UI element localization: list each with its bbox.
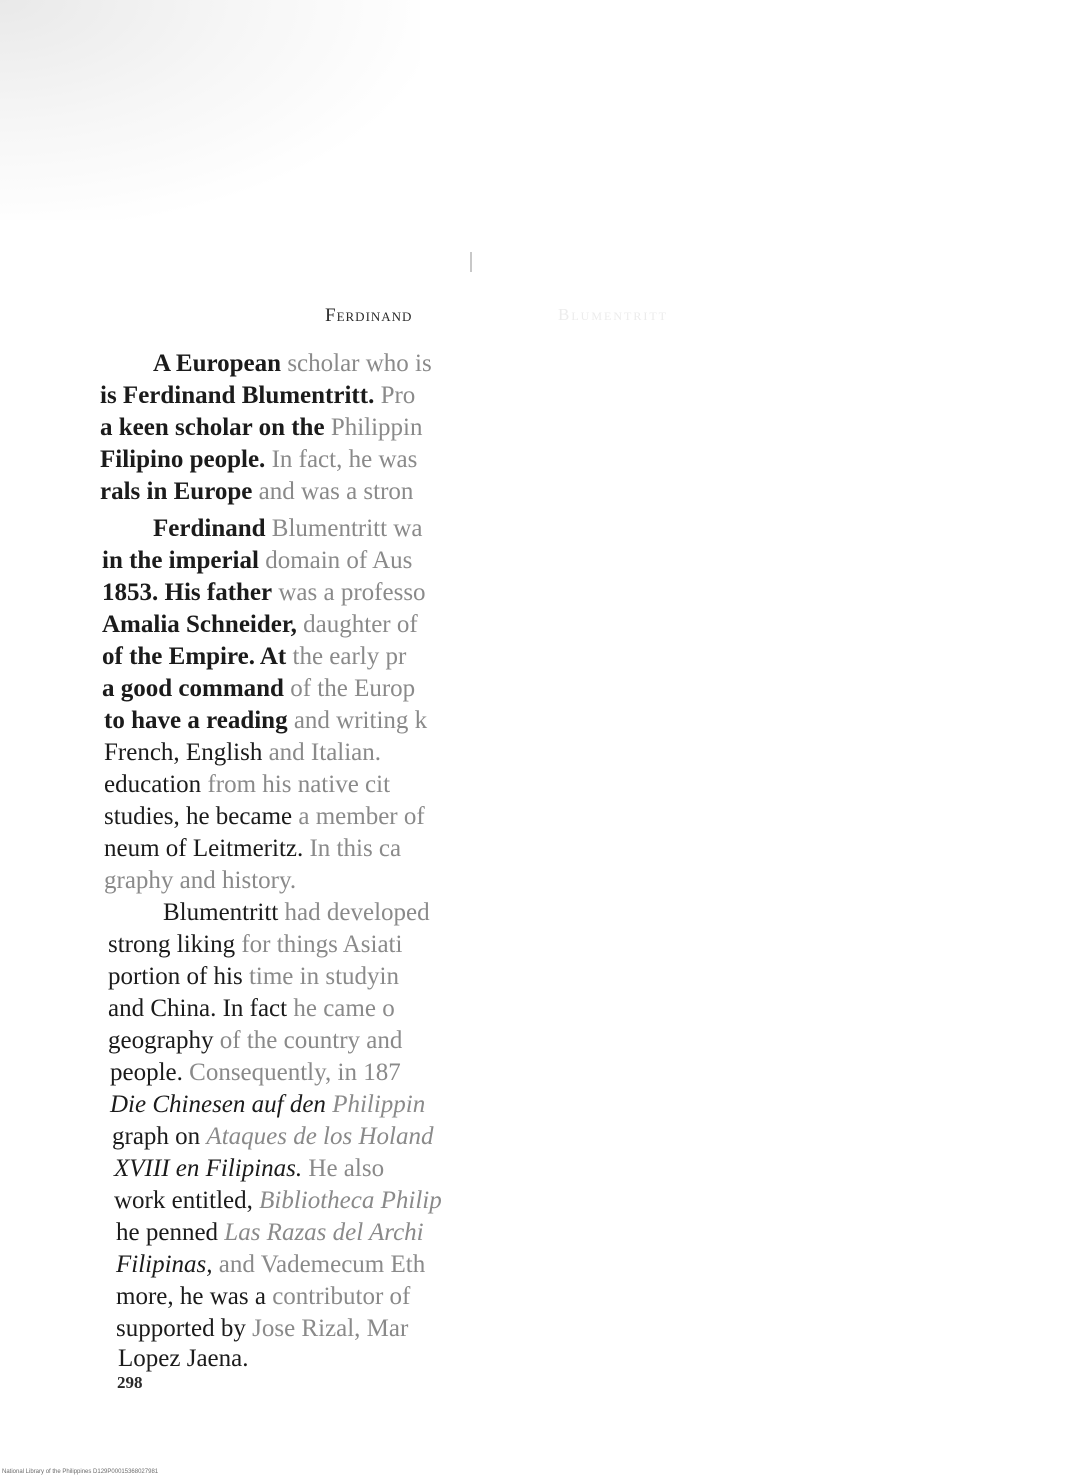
text-fragment: Jose Rizal, Mar: [252, 1315, 409, 1342]
text-line: [153, 349, 432, 379]
text-line: [110, 1090, 425, 1120]
text-fragment: Blumentritt: [163, 899, 279, 926]
text-fragment: and Vademecum Eth: [218, 1251, 426, 1278]
text-line: [104, 770, 390, 800]
text-fragment: Las Razas del Archi: [224, 1219, 424, 1246]
text-line: [163, 898, 430, 928]
text-fragment: A European: [153, 350, 282, 377]
text-fragment: graphy and history.: [104, 867, 297, 894]
text-fragment: geography: [108, 1027, 214, 1054]
text-fragment: for things Asiati: [241, 931, 403, 958]
text-fragment: Ferdinand: [153, 515, 266, 542]
text-fragment: rals in Europe: [100, 478, 253, 505]
text-fragment: of the Empire. At: [102, 643, 287, 670]
text-fragment: domain of Aus: [265, 547, 413, 574]
text-line: [102, 546, 412, 576]
text-line: [104, 738, 381, 768]
text-fragment: portion of his: [108, 963, 243, 990]
text-line: [102, 642, 406, 672]
text-fragment: contributor of: [272, 1283, 411, 1310]
text-fragment: Filipinas,: [116, 1251, 213, 1278]
text-fragment: from his native cit: [207, 771, 391, 798]
text-line: [100, 413, 423, 443]
text-fragment: Die Chinesen auf den: [110, 1091, 326, 1118]
text-line: [104, 706, 427, 736]
text-line: [116, 1250, 425, 1280]
text-fragment: people.: [110, 1059, 183, 1086]
text-fragment: Bibliotheca Philip: [259, 1187, 442, 1214]
text-fragment: Amalia Schneider,: [102, 611, 297, 638]
text-fragment: had developed: [284, 899, 430, 926]
text-fragment: Filipino people.: [100, 446, 266, 473]
text-line: [108, 962, 399, 992]
text-fragment: He also: [308, 1155, 385, 1182]
text-line: [110, 1058, 401, 1088]
text-fragment: to have a reading: [104, 707, 288, 734]
text-fragment: more, he was a: [116, 1283, 266, 1310]
text-fragment: Lopez Jaena.: [118, 1345, 249, 1372]
text-line: [108, 994, 395, 1024]
text-line: [102, 578, 426, 608]
text-fragment: of the country and: [219, 1027, 403, 1054]
footer-credit: National Library of the Philippines D129P00015368027981: [2, 1469, 159, 1475]
text-fragment: in the imperial: [102, 547, 259, 574]
text-fragment: Consequently, in 187: [189, 1059, 401, 1086]
text-fragment: he penned: [116, 1219, 219, 1246]
text-line: [118, 1344, 248, 1374]
text-line: [116, 1218, 424, 1248]
page-number: 298: [117, 1373, 143, 1392]
text-fragment: Philippin: [332, 1091, 426, 1118]
text-fragment: a keen scholar on the: [100, 414, 325, 441]
text-fragment: a member of: [298, 803, 425, 830]
text-fragment: supported by: [116, 1315, 246, 1342]
text-fragment: French, English: [104, 739, 263, 766]
text-fragment: strong liking: [108, 931, 236, 958]
text-fragment: and writing k: [293, 707, 428, 734]
text-fragment: he came o: [293, 995, 395, 1022]
text-line: [108, 1026, 402, 1056]
text-line: [114, 1154, 384, 1184]
text-line: [102, 610, 418, 640]
text-line: [116, 1282, 410, 1312]
text-line: [100, 445, 417, 475]
text-fragment: daughter of: [303, 611, 418, 638]
text-line: [100, 381, 415, 411]
text-fragment: work entitled,: [114, 1187, 253, 1214]
text-fragment: and Italian.: [268, 739, 382, 766]
text-line: [104, 834, 401, 864]
text-line: [100, 477, 413, 507]
text-line: [104, 866, 296, 896]
text-fragment: was a professo: [278, 579, 426, 606]
text-fragment: is Ferdinand Blumentritt.: [100, 382, 375, 409]
text-line: [102, 674, 415, 704]
text-line: [108, 930, 402, 960]
text-line: [104, 802, 425, 832]
running-head: Ferdinand: [325, 305, 413, 326]
text-fragment: and was a stron: [258, 478, 414, 505]
text-fragment: XVIII en Filipinas.: [114, 1155, 303, 1182]
running-head-faded: Blumentritt: [558, 305, 668, 324]
text-fragment: neum of Leitmeritz.: [104, 835, 304, 862]
text-fragment: scholar who is: [287, 350, 432, 377]
text-fragment: time in studyin: [248, 963, 399, 990]
text-fragment: and China. In fact: [108, 995, 288, 1022]
text-fragment: In fact, he was: [271, 446, 418, 473]
text-fragment: 1853. His father: [102, 579, 273, 606]
text-fragment: graph on: [112, 1123, 201, 1150]
text-line: [114, 1186, 442, 1216]
text-fragment: Blumentritt wa: [271, 515, 423, 542]
text-fragment: of the Europ: [290, 675, 416, 702]
text-line: [153, 514, 422, 544]
text-line: [112, 1122, 434, 1152]
text-fragment: Ataques de los Holand: [206, 1123, 434, 1150]
text-fragment: Pro: [380, 382, 416, 409]
text-fragment: the early pr: [292, 643, 407, 670]
text-fragment: education: [104, 771, 202, 798]
text-fragment: studies, he became: [104, 803, 293, 830]
text-fragment: a good command: [102, 675, 284, 702]
text-line: [116, 1314, 408, 1344]
text-fragment: Philippin: [330, 414, 423, 441]
text-fragment: In this ca: [309, 835, 402, 862]
